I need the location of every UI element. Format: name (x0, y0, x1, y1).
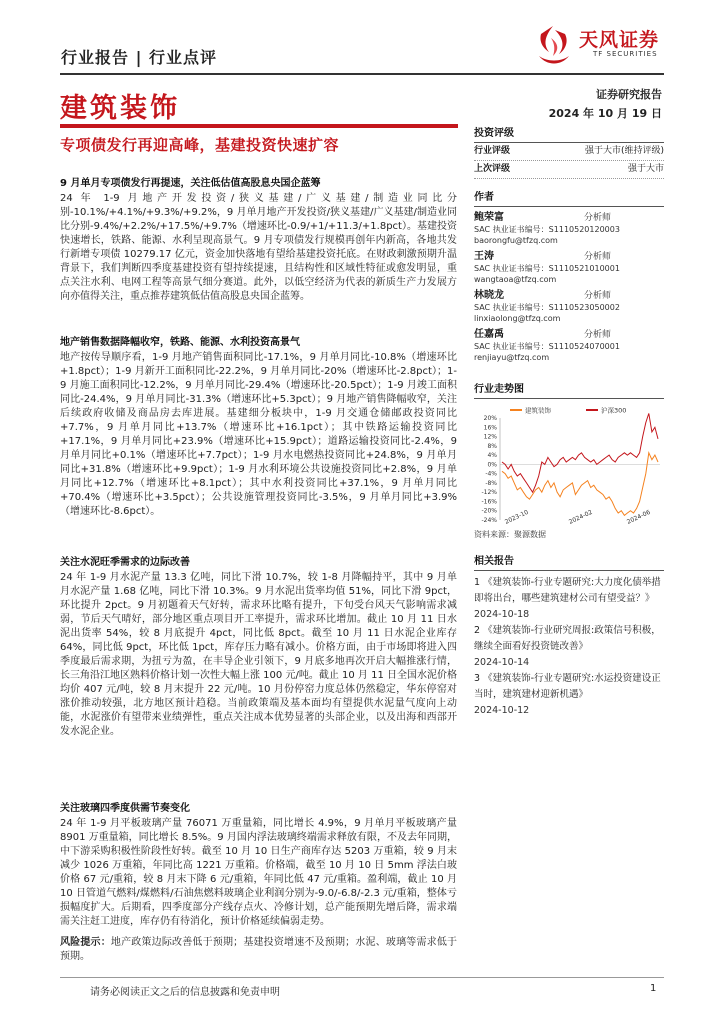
authors-title: 作者 (474, 188, 664, 207)
author-name: 林晓龙 (474, 290, 504, 301)
author-entry (474, 212, 664, 246)
section-text: 24 年 1-9 月水泥产量 13.3 亿吨，同比下滑 10.7%，较 1-8 月降幅持平，其中 9 月单月水泥产量 1.68 亿吨，同比下滑 10.3%。9 月水泥出货率均值 51%，同比下滑 9pct，环比提升 2pct。9 月初题着天气好转，需求环比略有提升，下旬受台风天气影响需求减弱，节后天气晴好，部分地区重点项目开工率提升，需求环比增加。截止 10 月 11 日水泥出货率 54%，较 8 月底提升 4pct，同比低 8pct。截至 10 月 11 日水泥企业库存 64%，同比低 9pct，环比低 1pct，库存压力略有减小。价格方面，由于市场即将进入四季度最后需求期，为扭亏为盈，在丰导企业引领下，9 月底多地再次开启大幅推涨行情，长三角沿江地区熟料价格计划一次性大幅上涨 100 元/吨。截止 10 月 11 日全国水泥价格均价 407 元/吨，较 8 月末提升 22 元/吨。10 月份停窑力度总体仍然稳定，华东停窑对涨价推动较强，北方地区预计趋稳。当前政策端及基本面均有望提供水泥量气度向上动能，水泥涨价有望带来业绩弹性，重点关注成本优势显著的头部企业，以及出海和西部开发水泥企业。 (60, 572, 457, 737)
authors-panel (474, 188, 664, 363)
author-cert: SAC 执业证书编号：S1110524070001 (474, 342, 620, 351)
related-report-link[interactable]: 2 《建筑装饰-行业研究周报:政策信号积极，继续全面看好投资链改善》 (474, 625, 661, 652)
y-tick-label: 12% (483, 433, 497, 441)
author-role: 分析师 (584, 213, 612, 223)
author-role: 分析师 (584, 252, 612, 262)
author-entry (474, 251, 664, 285)
author-cert: SAC 执业证书编号：S1110521010001 (474, 264, 620, 273)
company-logo (533, 22, 673, 68)
author-name: 任嘉禹 (474, 329, 504, 340)
author-name: 鲍荣富 (474, 212, 504, 223)
author-entry (474, 290, 664, 324)
author-email[interactable]: wangtaoa@tfzq.com (474, 275, 557, 284)
title-bar (60, 124, 458, 128)
y-tick-label: -16% (481, 498, 497, 506)
report-kind: 证券研究报告 (596, 88, 662, 101)
section-text: 24 年 1-9 月地产开发投资/狭义基建/广义基建/制造业同比分别-10.1%/+4.1%/+9.3%/+9.2%，9 月单月地产开发投资/狭义基建/广义基建/制造业同比分别-9.4%/+2.2%/+17.5%/+9.7%（增速环比-0.9/+1/+11.3/+1.8pct）。基建投资快速增长，铁路、能源、水利呈现高景气。9 月专项债发行规模再创年内新高，各地共发行新增专项债 10279.17 亿元，资金加快落地有望给基建投资托底。在财政刺激预期升温背景下，我们判断四季度基建投资有望持续提速，且结构性和区域性特征或愈发明显，重点关注水利、电网工程等高景气细分赛道。此外，以低空经济为代表的新质生产力发展方向亦值得关注，重点推荐建筑低估值高股息央国企蓝筹。 (60, 193, 457, 302)
y-tick-label: -24% (481, 517, 497, 524)
related-report-link[interactable]: 3 《建筑装饰-行业专题研究:水运投资建设正当时，建筑建材迎新机遇》 (474, 673, 661, 700)
legend-label: 沪深300 (601, 406, 627, 415)
section-title: 地产销售数据降幅收窄，铁路、能源、水利投资高景气 (60, 337, 300, 348)
y-tick-label: 16% (483, 424, 497, 432)
rating-panel (474, 124, 664, 179)
footer-disclaimer: 请务必阅读正文之后的信息披露和免责申明 (90, 987, 280, 998)
x-tick-label: 2023-10 (503, 508, 530, 526)
rating-value: 强于大市 (627, 164, 664, 174)
rating-title: 投资评级 (474, 124, 664, 143)
section-title: 关注玻璃四季度供需节奏变化 (60, 803, 190, 814)
related-report-date: 2024-10-14 (474, 657, 530, 668)
y-tick-label: 20% (483, 415, 497, 422)
author-role: 分析师 (584, 291, 612, 301)
related-title: 相关报告 (474, 552, 664, 571)
author-role: 分析师 (584, 330, 612, 340)
header-divider (60, 73, 664, 75)
legend-label: 建筑装饰 (525, 406, 551, 415)
section-text: 24 年 1-9 月平板玻璃产量 76071 万重量箱，同比增长 4.9%，9 月单月平板玻璃产量 8901 万重量箱，同比增长 8.5%。9 月国内浮法玻璃终端需求释放有限，不及去年同期，中下游采购积极性阶段性好转。截至 10 月 10 日生产商库存达 5203 万重箱，较 9 月末减少 1026 万重箱，年同比高 1221 万重箱。价格端，截至 10 月 10 日 5mm 浮法白玻价格 67 元/重箱，较 8 月末下降 6 元/重箱，年同比低 47 元/重箱。盈利端，截止 10 月 10 日管道气燃料/煤燃料/石油焦燃料玻璃企业利润分别为-9.0/-6.8/-2.3 元/重箱，整体亏损幅度扩大。后期看，四季度部分产线存点火、冷修计划，总产能预期先增后降，需求端需关注赶工进度，库存仍有待消化，预计价格延续偏弱走势。 (60, 818, 457, 927)
author-email[interactable]: renjiayu@tfzq.com (474, 353, 550, 362)
y-tick-label: 0% (487, 461, 497, 469)
section-title: 关注水泥旺季需求的边际改善 (60, 557, 190, 568)
trend-title: 行业走势图 (474, 380, 664, 399)
series-line-0 (502, 453, 658, 516)
y-tick-label: -4% (485, 470, 497, 478)
x-tick-label: 2024-02 (567, 508, 594, 526)
section-title: 9 月单月专项债发行再提速，关注低估值高股息央国企蓝筹 (60, 178, 321, 189)
trend-header (474, 380, 664, 399)
chart-source: 资料来源：聚源数据 (474, 530, 546, 539)
related-report-link[interactable]: 1 《建筑装饰-行业专题研究:大力度化债举措即将出台，哪些建筑建材公司有望受益？》 (474, 577, 661, 604)
rating-row (474, 161, 664, 179)
y-tick-label: -12% (481, 489, 497, 497)
risk-label: 风险提示： (60, 937, 111, 948)
author-email[interactable]: baorongfu@tfzq.com (474, 236, 558, 245)
industry-title: 建筑装饰 (60, 93, 180, 124)
risk-warning (60, 936, 457, 964)
report-headline: 专项债发行再迎高峰，基建投资快速扩容 (60, 136, 340, 154)
risk-text: 地产政策边际改善低于预期；基建投资增速不及预期；水泥、玻璃等需求低于预期。 (60, 937, 458, 962)
related-panel (474, 552, 664, 719)
related-report-date: 2024-10-12 (474, 705, 530, 716)
section-text: 地产按传导顺序看，1-9 月地产销售面积同比-17.1%，9 月单月同比-10.8%（增速环比+1.8pct）；1-9 月新开工面积同比-22.2%，9 月单月同比-20%（增速环比-2.8pct）；1-9 月施工面积同比-12.2%，9 月单月同比-29.4%（增速环比-20.5pct）；1-9 月竣工面积同比-24.4%，9 月单月同比-31.3%（增速环比+5.3pct）；9 月地产销售降幅收窄，关注后续政府收储及商品房去库进展。基建细分板块中，1-9 月交通仓储邮政投资同比+7.7%，9 月单月同比+13.7%（增速环比+16.1pct）；其中铁路运输投资同比+17.1%，9 月单月同比+23.9%（增速环比+15.9pct）；道路运输投资同比-2.4%，9 月单月同比+0.1%（增速环比+7.7pct）；1-9 月水电燃热投资同比+24.8%，9 月单月同比+31.8%（增速环比+9.9pct）；1-9 月水利环境公共设施投资同比+2.8%，9 月单月同比+12.7%（增速环比+8.1pct）；其中水利投资同比+37.1%，9 月单月同比+70.4%（增速环比+3.5pct）；公共设施管理投资同比-3.5%，9 月单月同比+3.9%（增速环比-8.6pct）。 (60, 352, 457, 517)
rating-value: 强于大市(维持评级) (584, 146, 664, 156)
rating-key: 行业评级 (474, 146, 511, 156)
series-line-1 (502, 413, 658, 492)
x-tick-label: 2024-06 (625, 508, 652, 526)
report-date: 2024 年 10 月 19 日 (548, 107, 662, 120)
related-report-date: 2024-10-18 (474, 609, 530, 620)
y-tick-label: -20% (481, 507, 497, 515)
logo-english: TF SECURITIES (593, 50, 658, 58)
report-type: 行业报告 | 行业点评 (61, 48, 217, 67)
rating-key: 上次评级 (474, 164, 511, 174)
author-email[interactable]: linxiaolong@tfzq.com (474, 314, 561, 323)
author-entry (474, 329, 664, 363)
author-cert: SAC 执业证书编号：S1110523050002 (474, 303, 620, 312)
logo-name: 天风证券 (579, 29, 660, 51)
author-cert: SAC 执业证书编号：S1110520120003 (474, 225, 620, 234)
page-number: 1 (650, 983, 657, 994)
rating-row (474, 143, 664, 161)
logo-mark-icon (533, 22, 575, 66)
industry-trend-chart (474, 404, 664, 526)
y-tick-label: 8% (487, 442, 497, 450)
y-tick-label: 4% (487, 452, 497, 460)
author-name: 王涛 (474, 251, 494, 262)
footer-divider (60, 977, 664, 978)
y-tick-label: -8% (485, 479, 497, 487)
